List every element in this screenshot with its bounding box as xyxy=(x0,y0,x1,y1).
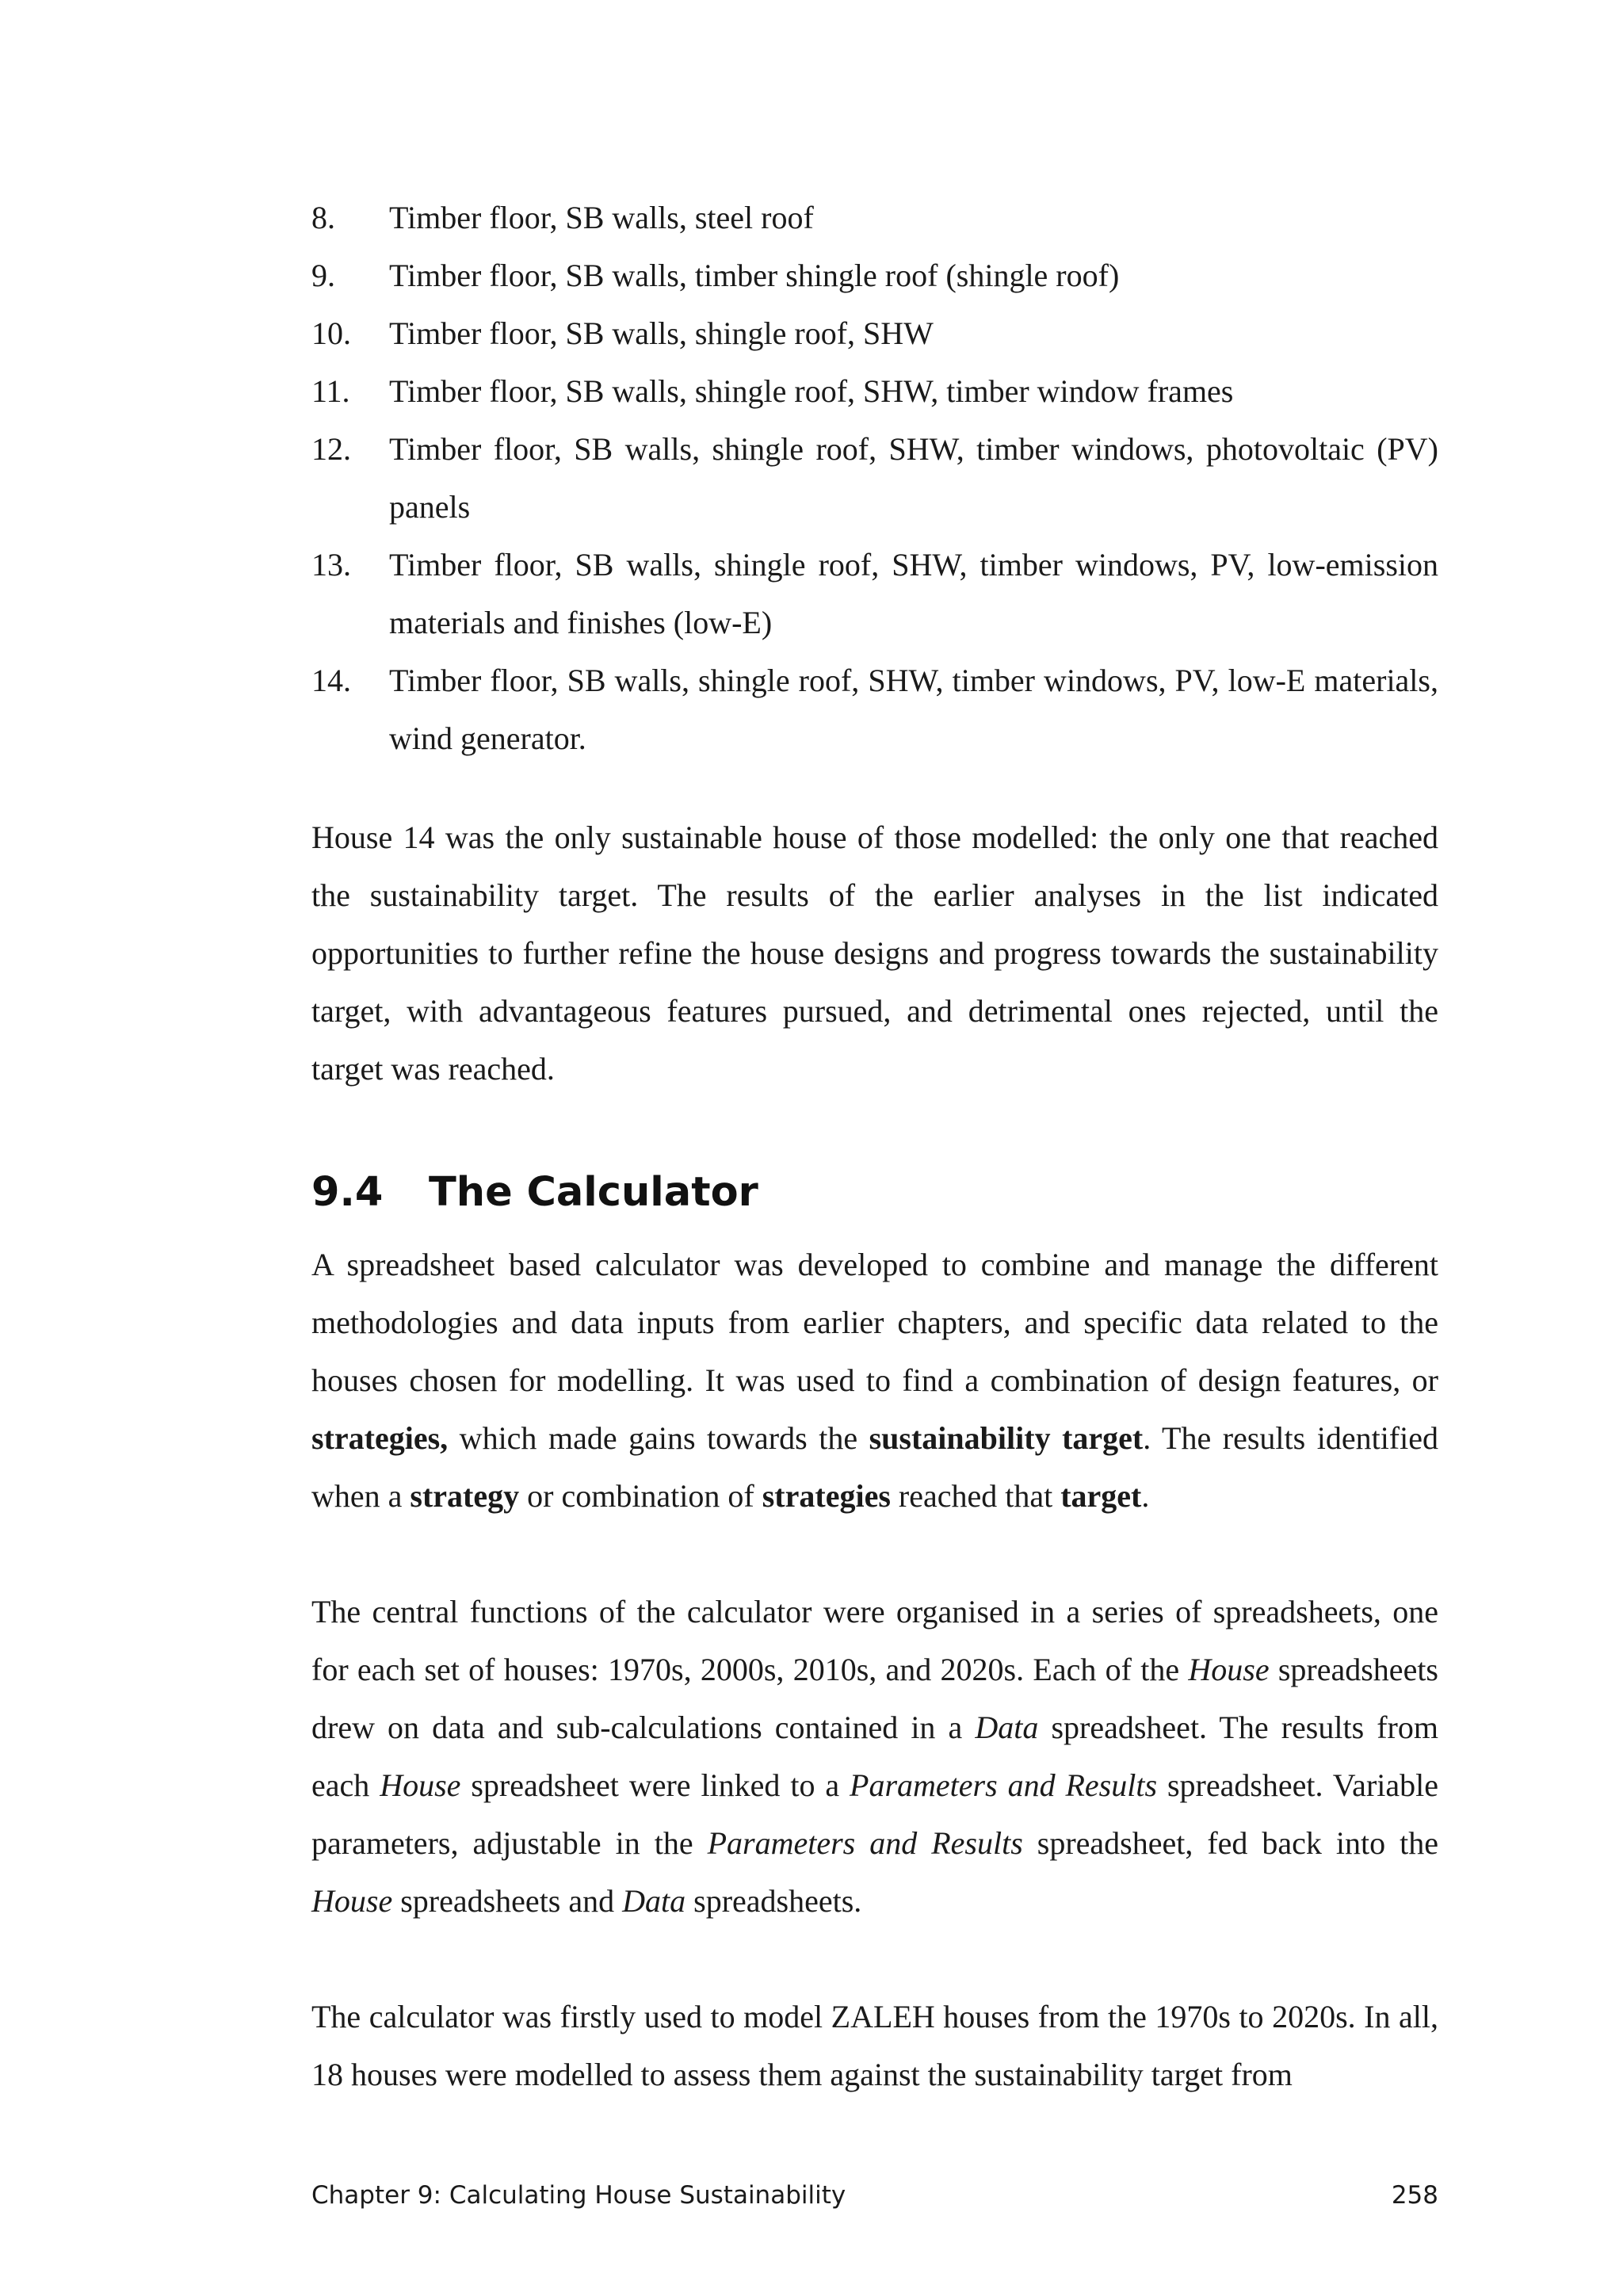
list-item xyxy=(311,651,1438,767)
list-item-number: 10. xyxy=(311,315,351,351)
italic-term: House xyxy=(1188,1652,1270,1687)
text-run: spreadsheets. xyxy=(685,1883,862,1919)
text-run: spreadsheet. The results from each xyxy=(311,1710,1438,1803)
list-item-text: Timber floor, SB walls, timber shingle roof (shingle roof) xyxy=(389,258,1120,293)
italic-term: House xyxy=(311,1883,393,1919)
section-title: The Calculator xyxy=(429,1169,758,1216)
list-item-text: Timber floor, SB walls, steel roof xyxy=(389,200,814,235)
text-run: spreadsheet, fed back into the xyxy=(1022,1825,1438,1861)
paragraph-zaleh-houses: The calculator was firstly used to model ZALEH houses from the 1970s to 2020s. In all, 18 houses were modelled to assess them against the sustainability target from xyxy=(311,1999,1438,2092)
paragraph-calculator-intro xyxy=(311,1236,1438,1525)
footer-chapter-title: Chapter 9: Calculating House Sustainability xyxy=(311,2181,846,2210)
bold-term: strategies, xyxy=(311,1420,449,1456)
page-number: 258 xyxy=(1391,2181,1438,2210)
list-item-number: 12. xyxy=(311,431,351,467)
page-footer xyxy=(311,2179,1438,2211)
list-item xyxy=(311,536,1438,651)
italic-term: House xyxy=(380,1767,461,1803)
list-item-text: Timber floor, SB walls, shingle roof, SHW xyxy=(389,315,934,351)
list-item xyxy=(311,246,1438,304)
list-item xyxy=(311,189,1438,246)
list-item xyxy=(311,420,1438,536)
text-run: spreadsheet were linked to a xyxy=(460,1767,850,1803)
section-heading xyxy=(311,1161,1438,1224)
italic-term: Data xyxy=(622,1883,686,1919)
list-item-text: Timber floor, SB walls, shingle roof, SHW, timber windows, PV, low-E materials, wind generator. xyxy=(389,663,1438,756)
text-run: A spreadsheet based calculator was developed to combine and manage the different methodologies and data inputs from earlier chapters, and specific data related to the houses chosen for modelling. It was used to find a combination of design features, or xyxy=(311,1247,1438,1398)
list-item-text: Timber floor, SB walls, shingle roof, SHW, timber window frames xyxy=(389,373,1234,409)
text-run: spreadsheets drew on data and sub-calculations contained in a xyxy=(311,1652,1438,1745)
list-item-number: 11. xyxy=(311,373,350,409)
text-run: . The results identified when a xyxy=(311,1420,1438,1514)
list-item-number: 8. xyxy=(311,200,335,235)
section-number: 9.4 xyxy=(311,1169,384,1216)
list-item-number: 9. xyxy=(311,258,335,293)
paragraph-house-14: House 14 was the only sustainable house of those modelled: the only one that reached the sustainability target. The results of the earlier analyses in the list indicated opportunities to further refine the house designs and progress towards the sustainability target, with advantageous features pursued, and detrimental ones rejected, until the target was reached. xyxy=(311,819,1438,1087)
house-option-list xyxy=(311,189,1438,767)
list-item xyxy=(311,362,1438,420)
bold-term: strategy xyxy=(410,1478,520,1514)
bold-term: strategies xyxy=(762,1478,891,1514)
bold-term: target xyxy=(1060,1478,1142,1514)
text-run: spreadsheets and xyxy=(392,1883,623,1919)
text-run: or combination of xyxy=(519,1478,762,1514)
italic-term: Parameters and Results xyxy=(850,1767,1158,1803)
text-run: spreadsheet. Variable parameters, adjustable in the xyxy=(311,1767,1438,1861)
list-item-number: 13. xyxy=(311,547,351,583)
italic-term: Data xyxy=(975,1710,1039,1745)
bold-term: sustainability target xyxy=(869,1420,1144,1456)
text-run: . xyxy=(1141,1478,1150,1514)
text-run: The central functions of the calculator were organised in a series of spreadsheets, one for each set of houses: 1970s, 2000s, 2010s, and 2020s. Each of the xyxy=(311,1594,1438,1687)
list-item-text: Timber floor, SB walls, shingle roof, SHW, timber windows, PV, low-emission materials and finishes (low-E) xyxy=(389,547,1438,640)
list-item-text: Timber floor, SB walls, shingle roof, SHW, timber windows, photovoltaic (PV) panels xyxy=(389,431,1438,525)
text-run: which made gains towards the xyxy=(448,1420,869,1456)
paragraph-spreadsheets xyxy=(311,1583,1438,1930)
list-item xyxy=(311,304,1438,362)
italic-term: Parameters and Results xyxy=(707,1825,1023,1861)
page-body xyxy=(311,189,1438,2103)
text-run: reached that xyxy=(890,1478,1061,1514)
list-item-number: 14. xyxy=(311,663,351,698)
